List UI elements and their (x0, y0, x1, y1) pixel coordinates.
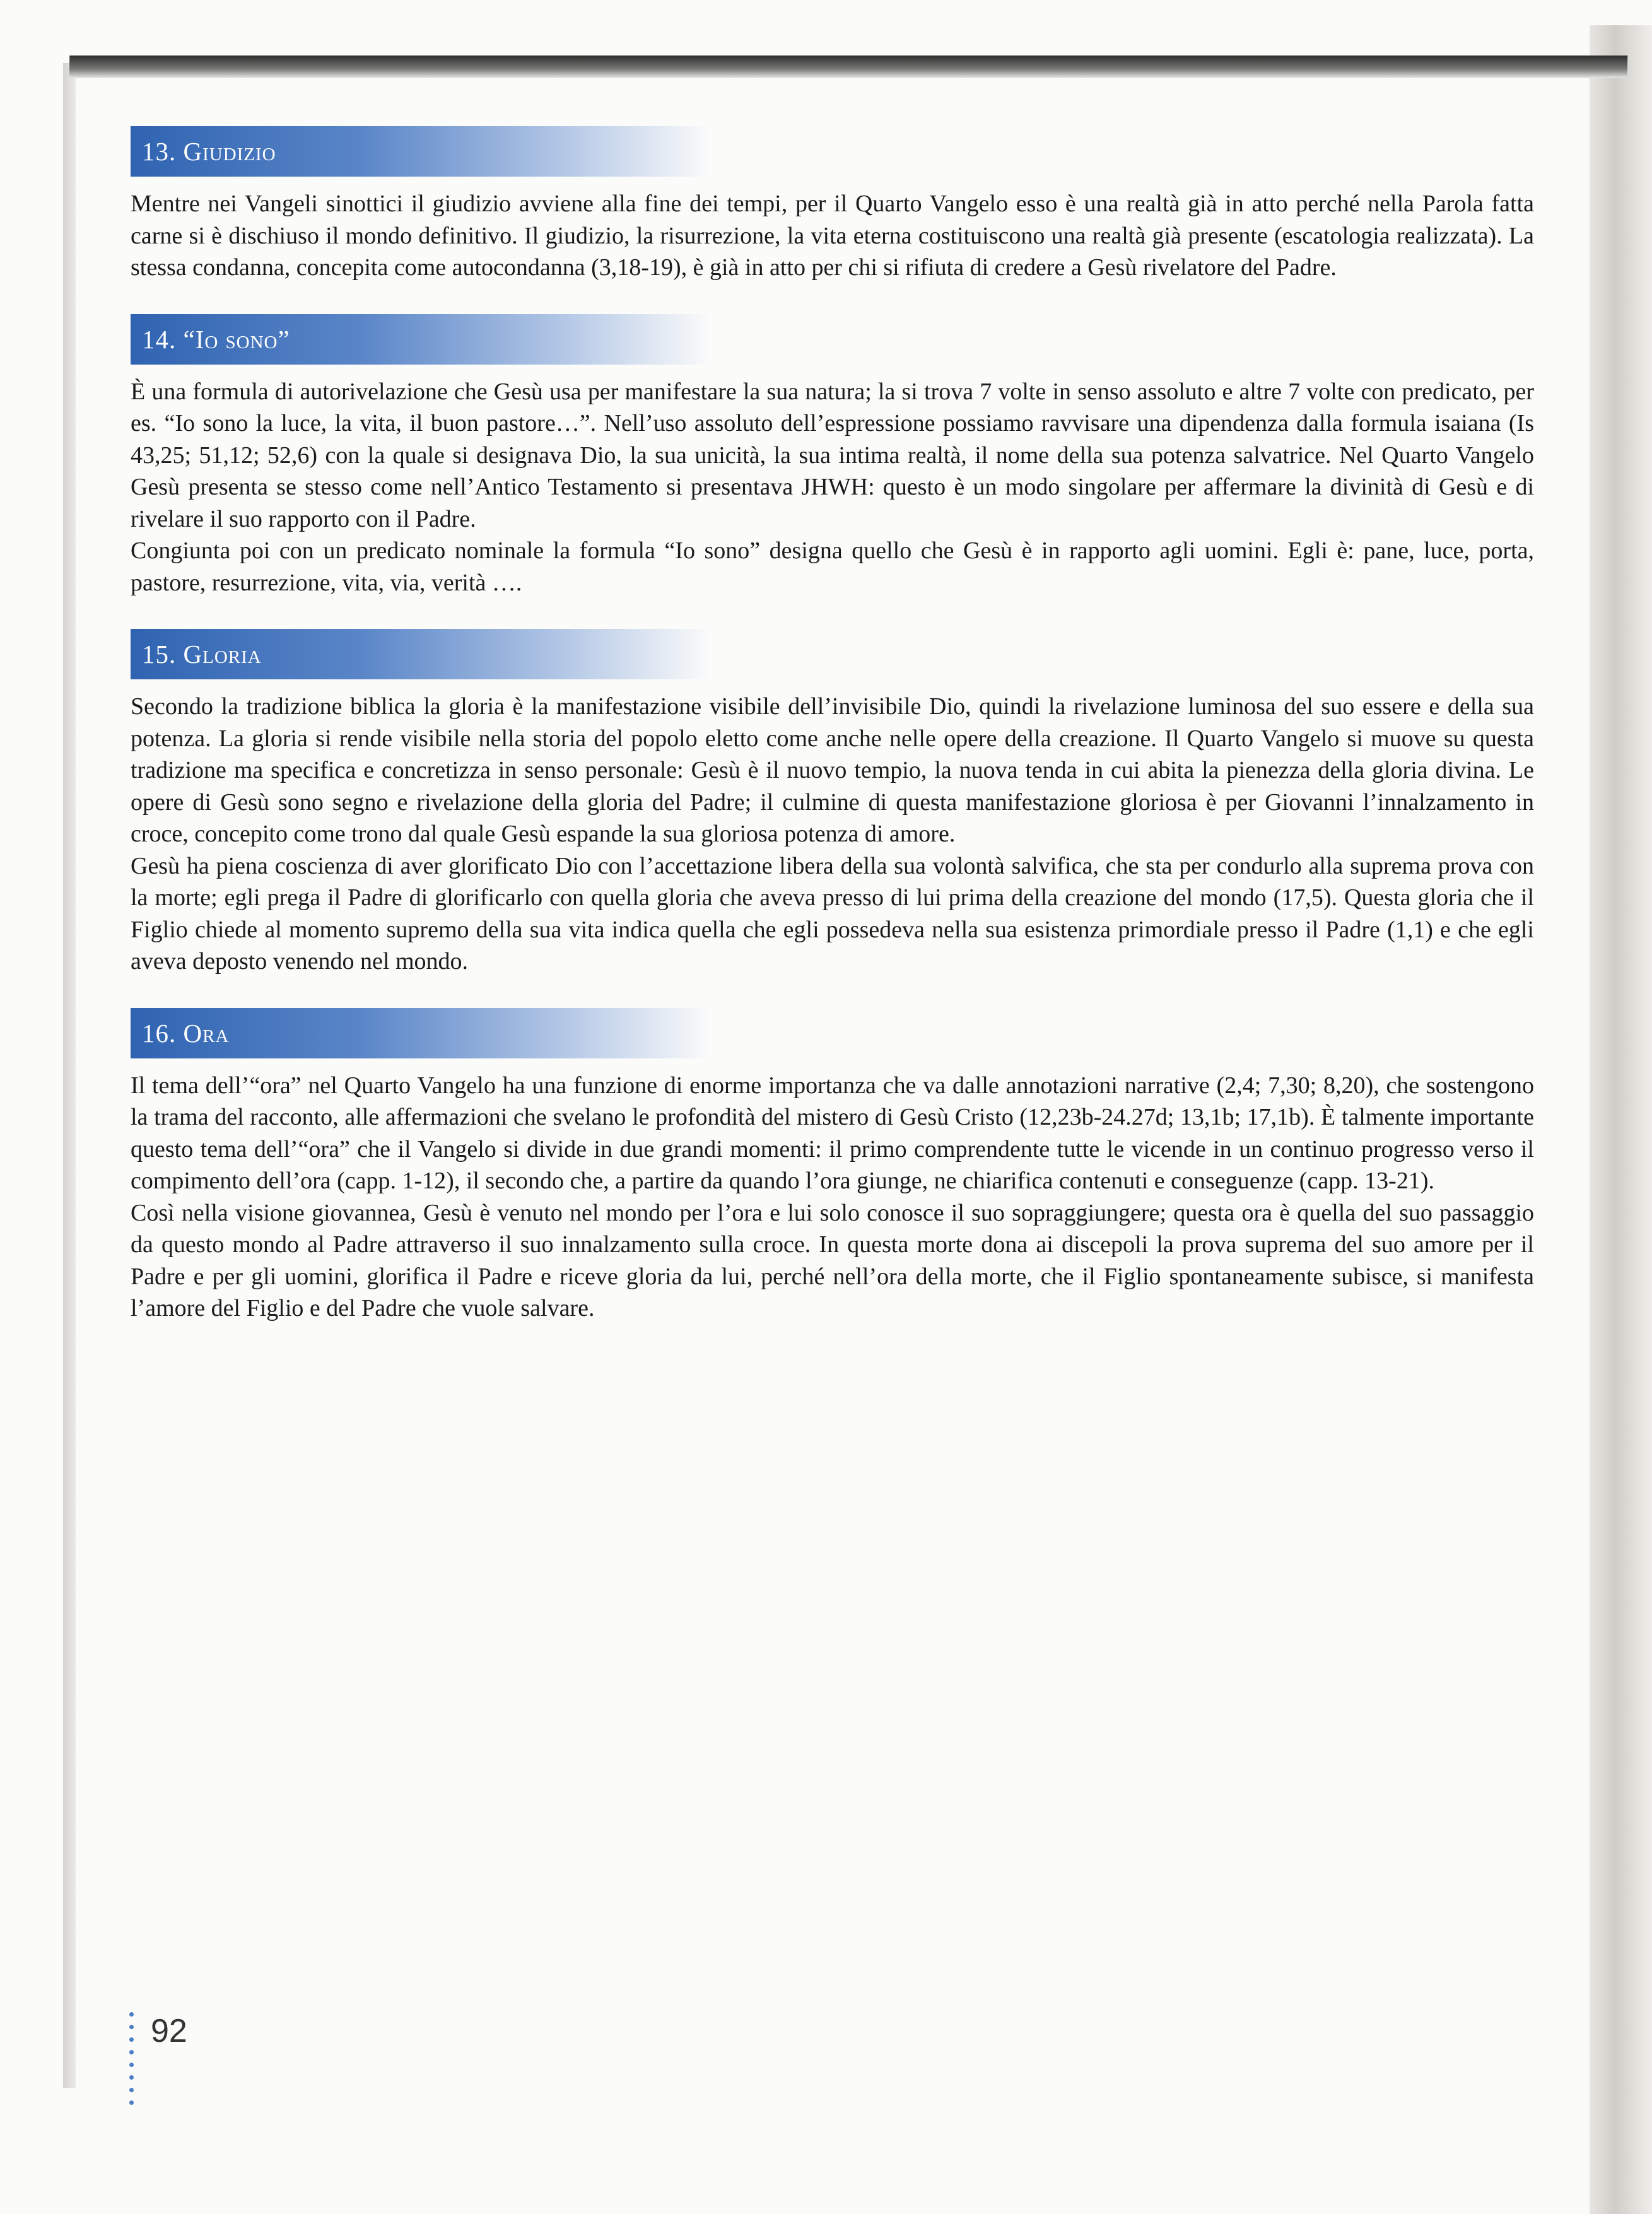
section-ora (131, 1008, 1534, 1325)
footer-dot (129, 2100, 134, 2105)
page-footer (129, 2012, 187, 2113)
footer-dot (129, 2037, 134, 2042)
footer-dots-decoration (129, 2012, 137, 2113)
section-gloria (131, 629, 1534, 978)
section-giudizio (131, 126, 1534, 284)
footer-dot (129, 2075, 134, 2080)
page-top-edge (69, 56, 1628, 78)
footer-dot (129, 2063, 134, 2067)
footer-dot (129, 2012, 134, 2017)
section-heading: 14. “Io sono” (131, 314, 711, 365)
section-paragraph: È una formula di autorivelazione che Gesù usa per manifestare la sua natura; la si trova 7 volte in senso assoluto e altre 7 volte con predicato, per es. “Io sono la luce, la vita, il buon pastore…”. Nell’uso assoluto dell’espressione possiamo ravvisare una dipendenza dalla formula isaiana (Is 43,25; 51,12; 52,6) con la quale si designava Dio, la sua unicità, la sua intima realtà, il nome della sua potenza salvatrice. Nel Quarto Vangelo Gesù presenta se stesso come nell’Antico Testamento si presentava JHWH: questo è un modo singolare per affermare la divinità di Gesù e di rivelare il suo rapporto con il Padre. (131, 378, 1534, 532)
section-heading: 13. Giudizio (131, 126, 711, 177)
section-io-sono (131, 314, 1534, 599)
section-paragraph: Il tema dell’“ora” nel Quarto Vangelo ha una funzione di enorme importanza che va dalle annotazioni narrative (2,4; 7,30; 8,20), che sostengono la trama del racconto, alle affermazioni che svelano le profondità del mistero di Gesù Cristo (12,23b-24.27d; 13,1b; 17,1b). È talmente importante questo tema dell’“ora” che il Vangelo si divide in due grandi momenti: il primo comprendente tutte le vicende in un continuo progresso verso il compimento dell’ora (capp. 1-12), il secondo che, a partire da quando l’ora giunge, ne chiarifica contenuti e conseguenze (capp. 13-21). (131, 1072, 1534, 1194)
section-paragraph: Mentre nei Vangeli sinottici il giudizio avviene alla fine dei tempi, per il Quarto Vangelo esso è una realtà già in atto perché nella Parola fatta carne si è dischiuso il mondo definitivo. Il giudizio, la risurrezione, la vita eterna costituiscono una realtà già presente (escatologia realizzata). La stessa condanna, concepita come autocondanna (3,18-19), è già in atto per chi si rifiuta di credere a Gesù rivelatore del Padre. (131, 190, 1534, 281)
page-number: 92 (151, 2013, 187, 2049)
section-paragraph: Secondo la tradizione biblica la gloria è la manifestazione visibile dell’invisibile Dio, quindi la rivelazione luminosa del suo essere e della sua potenza. La gloria si rende visibile nella storia del popolo eletto come anche nelle opere della creazione. Il Quarto Vangelo si muove su questa tradizione ma specifica e concretizza in senso personale: Gesù è il nuovo tempio, la nuova tenda in cui abita la pienezza della gloria divina. Le opere di Gesù sono segno e rivelazione della gloria del Padre; il culmine di questa manifestazione gloriosa è per Giovanni l’innalzamento in croce, concepito come trono dal quale Gesù espande la sua gloriosa potenza di amore. (131, 693, 1534, 847)
section-paragraph: Così nella visione giovannea, Gesù è venuto nel mondo per l’ora e lui solo conosce il suo sopraggiungere; questa ora è quella del suo passaggio da questo mondo al Padre attraverso il suo innalzamento sulla croce. In questa morte dona ai discepoli la prova suprema del suo amore per il Padre e per gli uomini, glorifica il Padre e riceve gloria da lui, perché nell’ora della morte, che il Figlio spontaneamente subisce, si manifesta l’amore del Figlio e del Padre che vuole salvare. (131, 1199, 1534, 1321)
section-paragraph: Congiunta poi con un predicato nominale la formula “Io sono” designa quello che Gesù è in rapporto agli uomini. Egli è: pane, luce, porta, pastore, resurrezione, vita, via, verità …. (131, 537, 1534, 596)
section-paragraph: Gesù ha piena coscienza di aver glorificato Dio con l’accettazione libera della sua volontà salvifica, che sta per condurlo alla suprema prova con la morte; egli prega il Padre di glorificarlo con quella gloria che aveva presso di lui prima della creazione del mondo (17,5). Questa gloria che il Figlio chiede al momento supremo della sua vita indica quella che egli possedeva nella sua esistenza primordiale presso il Padre (1,1) e che egli aveva deposto venendo nel mondo. (131, 852, 1534, 975)
page-content (131, 126, 1534, 1355)
footer-dot (129, 2025, 134, 2029)
footer-dot (129, 2088, 134, 2092)
section-heading: 15. Gloria (131, 629, 711, 679)
footer-dot (129, 2050, 134, 2054)
page-right-edge (1590, 25, 1652, 2214)
section-heading: 16. Ora (131, 1008, 711, 1058)
